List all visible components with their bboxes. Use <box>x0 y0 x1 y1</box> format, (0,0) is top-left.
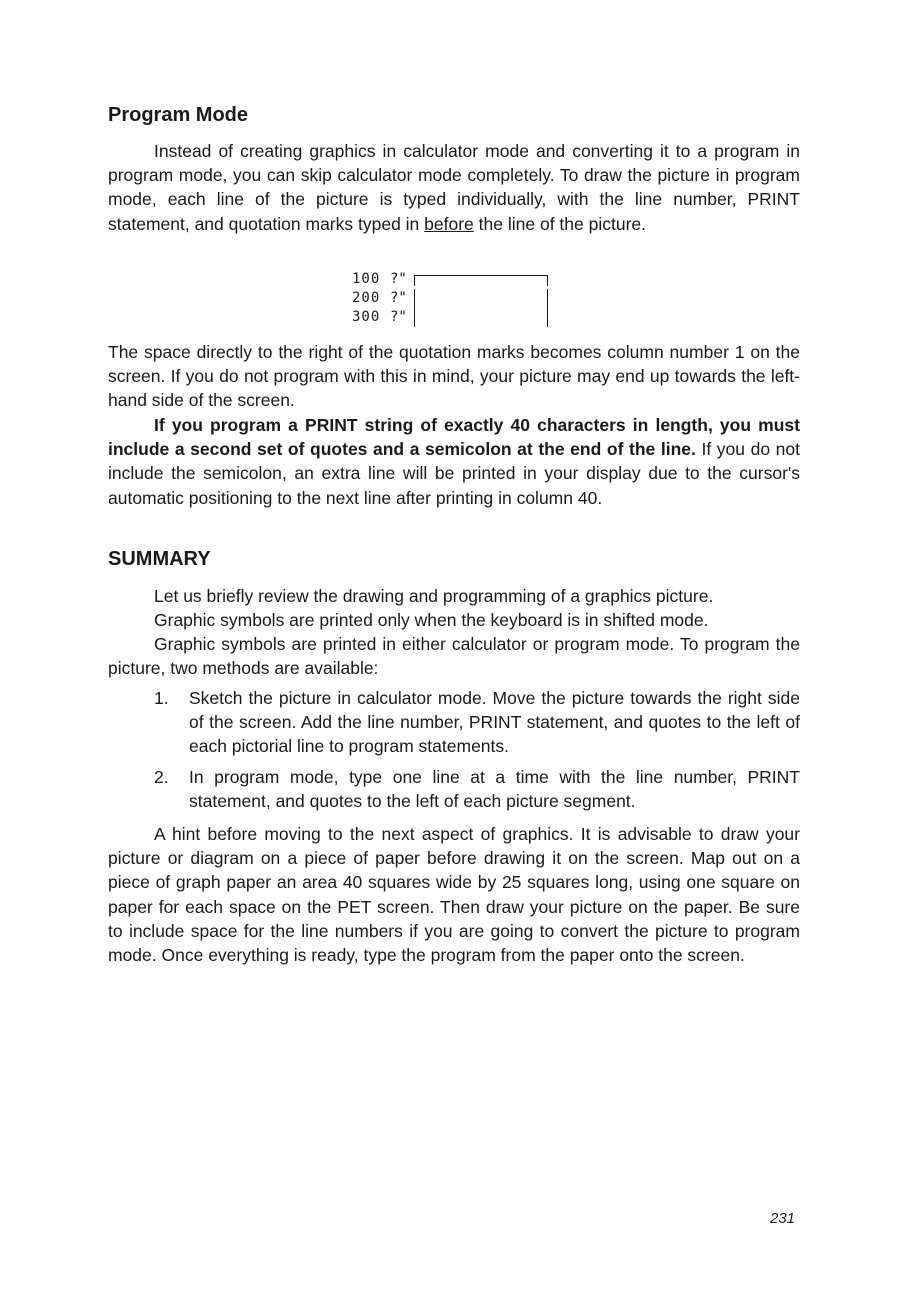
section-heading-program-mode: Program Mode <box>108 104 249 126</box>
paragraph-warning <box>108 413 800 510</box>
underlined-word: before <box>424 213 474 234</box>
page-number: 231 <box>770 1210 796 1227</box>
list-item-number: 2. <box>154 767 169 787</box>
list-item-number: 1. <box>154 688 169 708</box>
code-line-number: 100 <box>352 271 381 287</box>
list-item-text: Sketch the picture in calculator mode. Move the picture towards the right side of the screen. Add the line number, PRINT statement, and quotes to the left of each pictorial line to program statements. <box>189 688 800 757</box>
warning-bold-text: If you program a PRINT string of exactly 40 characters in length, you must include a second set of quotes and a semicolon at the end of the line. <box>108 415 800 460</box>
warning-rest-text: If you do not include the semicolon, an extra line will be printed in your display due to the cursor's automatic positioning to the next line after printing in column 40. <box>108 439 800 508</box>
code-line-number: 300 <box>352 309 381 325</box>
code-line-text: ?" <box>390 290 407 306</box>
section-heading-summary: SUMMARY <box>108 548 211 570</box>
code-line-text: ?" <box>390 309 407 325</box>
summary-shifted: Graphic symbols are printed only when the keyboard is in shifted mode. <box>154 610 709 630</box>
paragraph-hint: A hint before moving to the next aspect of graphics. It is advisable to draw your picture or diagram on a piece of paper before drawing it on the screen. Map out on a piece of graph paper an area 40 squares wide by 25 squares long, using one square on paper for each space on the PET screen. Then draw your picture on the paper. Be sure to include space for the line numbers if you are going to convert the picture to program mode. Once everything is ready, type the program from the paper onto the screen. <box>108 824 800 966</box>
graphic-box-side <box>414 308 548 327</box>
summary-review: Let us briefly review the drawing and programming of a graphics picture. <box>154 586 714 606</box>
graphic-box-top <box>414 275 548 286</box>
code-line-text: ?" <box>390 271 407 287</box>
summary-methods: Graphic symbols are printed in either calculator or program mode. To program the picture, two methods are available: <box>108 634 800 679</box>
paragraph-column: The space directly to the right of the quotation marks becomes column number 1 on the screen. If you do not program with this in mind, your picture may end up towards the left-hand side of the screen. <box>108 342 800 411</box>
code-line <box>352 270 548 289</box>
list-item-text: In program mode, type one line at a time with the line number, PRINT statement, and quotes to the left of each picture segment. <box>189 767 800 812</box>
code-example <box>352 270 548 327</box>
paragraph-intro-end: the line of the picture. <box>478 213 646 234</box>
code-line <box>352 308 548 327</box>
list-item <box>154 686 800 759</box>
code-line <box>352 289 548 308</box>
list-item <box>154 765 800 813</box>
code-line-number: 200 <box>352 290 381 306</box>
paragraph-intro-text: Instead of creating graphics in calculator mode and converting it to a program in program mode, you can skip calculator mode completely. To draw the picture in program mode, each line of the picture is typed individually, with the line number, PRINT statement, and quotation marks typed in <box>108 141 800 234</box>
graphic-box-side <box>414 289 548 308</box>
paragraph-intro <box>108 139 800 236</box>
